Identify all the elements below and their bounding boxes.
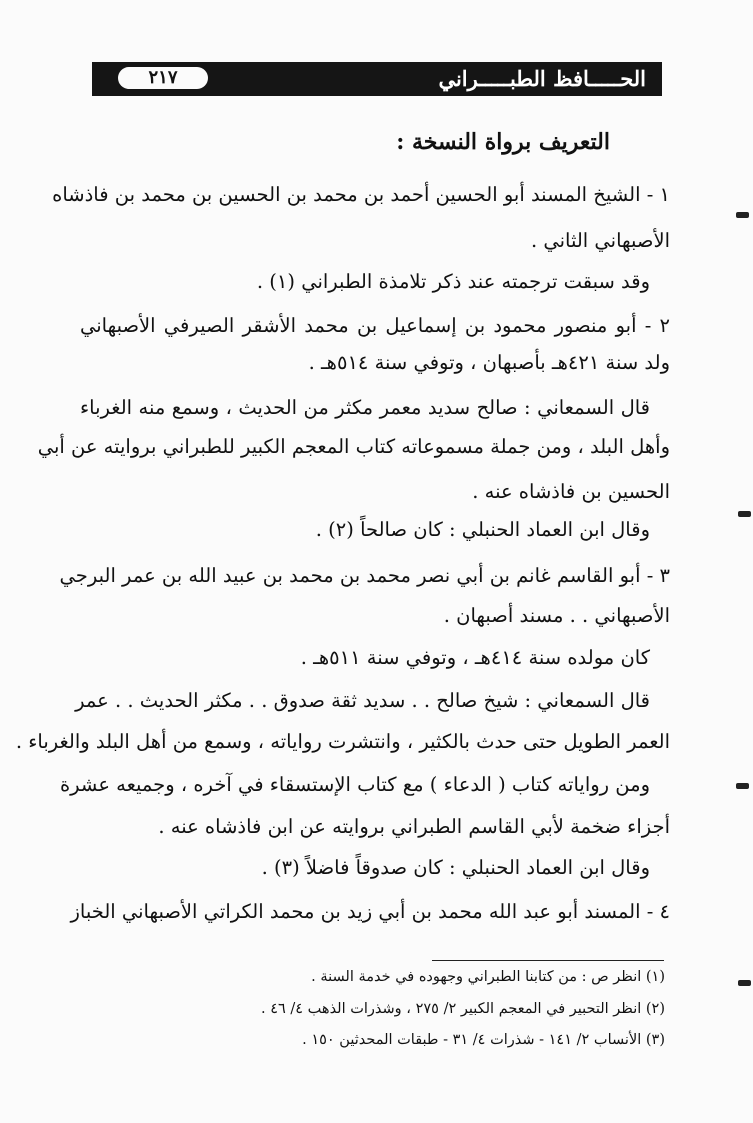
footnote: (٣) الأنساب ٢/ ١٤١ - شذرات ٤/ ٣١ - طبقات المحدثين ١٥٠ . [302,1032,665,1048]
text-line: كان مولده سنة ٤١٤هـ ، وتوفي سنة ٥١١هـ . [300,646,650,669]
text-line: وقد سبقت ترجمته عند ذكر تلامذة الطبراني (١) . [256,270,650,293]
text-line: الحسين بن فاذشاه عنه . [472,480,670,503]
margin-scan-mark [736,212,749,218]
text-line: وأهل البلد ، ومن جملة مسموعاته كتاب المعجم الكبير للطبراني بروايته عن أبي [37,435,670,458]
text-line: الأصبهاني الثاني . [530,229,670,252]
text-line: ٤ - المسند أبو عبد الله محمد بن أبي زيد بن محمد الكراتي الأصبهاني الخباز [70,900,670,923]
text-line: قال السمعاني : شيخ صالح . . سديد ثقة صدوق . . مكثر الحديث . . عمر [75,689,650,712]
section-heading: التعريف برواة النسخة : [396,129,610,155]
page-number: ٢١٧ [118,67,208,89]
text-line: ١ - الشيخ المسند أبو الحسين أحمد بن محمد بن الحسين بن محمد بن فاذشاه [52,183,670,206]
running-header-title: الحـــــافظ الطبـــــراني [438,66,646,91]
margin-scan-mark [738,511,751,517]
footnote: (١) انظر ص : من كتابنا الطبراني وجهوده في خدمة السنة . [311,969,665,985]
footnote: (٢) انظر التحبير في المعجم الكبير ٢/ ٢٧٥ ، وشذرات الذهب ٤/ ٤٦ . [260,1001,665,1017]
text-line: وقال ابن العماد الحنبلي : كان صدوقاً فاضلاً (٣) . [261,856,650,879]
text-line: ٢ - أبو منصور محمود بن إسماعيل بن محمد الأشقر الصيرفي الأصبهاني [80,314,670,337]
text-line: ومن رواياته كتاب ( الدعاء ) مع كتاب الإستسقاء في آخره ، وجميعه عشرة [59,773,650,796]
text-line: ولد سنة ٤٢١هـ بأصبهان ، وتوفي سنة ٥١٤هـ . [308,351,670,374]
footnote-separator [432,960,664,961]
margin-scan-mark [736,783,749,789]
running-header [92,62,662,96]
text-line: وقال ابن العماد الحنبلي : كان صالحاً (٢) . [315,518,650,541]
text-line: قال السمعاني : صالح سديد معمر مكثر من الحديث ، وسمع منه الغرباء [80,396,650,419]
text-line: العمر الطويل حتى حدث بالكثير ، وانتشرت رواياته ، وسمع من أهل البلد والغرباء . [15,730,670,753]
margin-scan-mark [738,980,751,986]
text-line: الأصبهاني . . مسند أصبهان . [443,604,670,627]
text-line: أجزاء ضخمة لأبي القاسم الطبراني بروايته عن ابن فاذشاه عنه . [158,815,670,838]
text-line: ٣ - أبو القاسم غانم بن أبي نصر محمد بن محمد بن عبيد الله بن عمر البرجي [59,564,670,587]
